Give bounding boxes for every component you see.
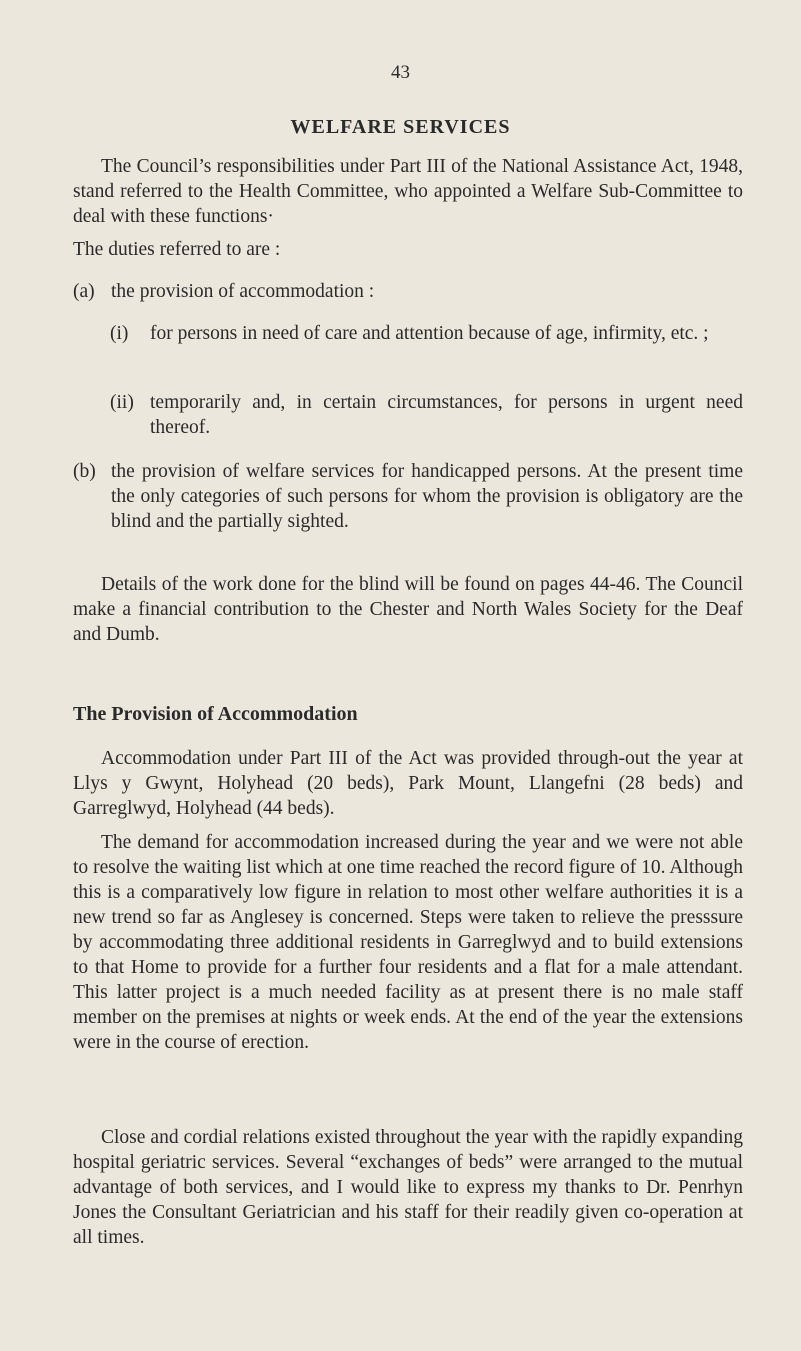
duty-marker-ii: (ii) [110,392,134,413]
duty-text-b: the provision of welfare services for handicapped persons. At the present time the only categories of such persons for whom the provision is obligatory are the blind and the partially sighted. [111,461,743,532]
page-title: WELFARE SERVICES [290,116,511,138]
accommodation-paragraph-3: Close and cordial relations existed throughout the year with the rapidly expanding hospital geriatric services. Several “exchanges of beds” were arranged to the mutual advantage of both services, and I would like to express my thanks to Dr. Penrhyn Jones the Consultant Geriatrician and his staff for their readily given co-operation at all times. [73,1127,743,1248]
duty-marker-i: (i) [110,323,129,344]
section-heading-accommodation: The Provision of Accommodation [73,703,358,725]
duty-item-b [73,459,743,534]
details-paragraph: Details of the work done for the blind will be found on pages 44-46. The Council make a financial contribution to the Chester and North Wales Society for the Deaf and Dumb. [73,574,743,645]
intro-paragraph: The Council’s responsibilities under Part III of the National Assistance Act, 1948, stand referred to the Health Committee, who appointed a Welfare Sub-Committee to deal with these functions· [73,156,743,227]
accommodation-paragraph-1: Accommodation under Part III of the Act was provided through-out the year at Llys y Gwynt, Holyhead (20 beds), Park Mount, Llangefni (28 beds) and Garreglwyd, Holyhead (44 beds). [73,748,743,819]
duty-marker-b: (b) [73,461,96,482]
duty-text-i: for persons in need of care and attention because of age, infirmity, etc. ; [150,323,709,344]
duty-subitem-i [110,321,743,346]
duty-text-a: the provision of accommodation : [111,281,375,302]
duty-text-ii: temporarily and, in certain circumstances, for persons in urgent need thereof. [150,392,743,438]
duty-marker-a: (a) [73,281,95,302]
accommodation-paragraph-2: The demand for accommodation increased during the year and we were not able to resolve the waiting list which at one time reached the record figure of 10. Although this is a comparatively low figure in relation to most other welfare authorities it is a new trend so far as Anglesey is concerned. Steps were taken to relieve the presssure by accommodating three additional residents in Garreglwyd and to build extensions to that Home to provide for a further four residents and a flat for a male attendant. This latter project is a much needed facility as at present there is no male staff member on the premises at nights or week ends. At the end of the year the extensions were in the course of erection. [73,832,743,1053]
duty-subitem-ii [110,390,743,440]
duties-label: The duties referred to are : [73,239,281,260]
duty-item-a [73,279,743,304]
page-number: 43 [391,62,410,83]
